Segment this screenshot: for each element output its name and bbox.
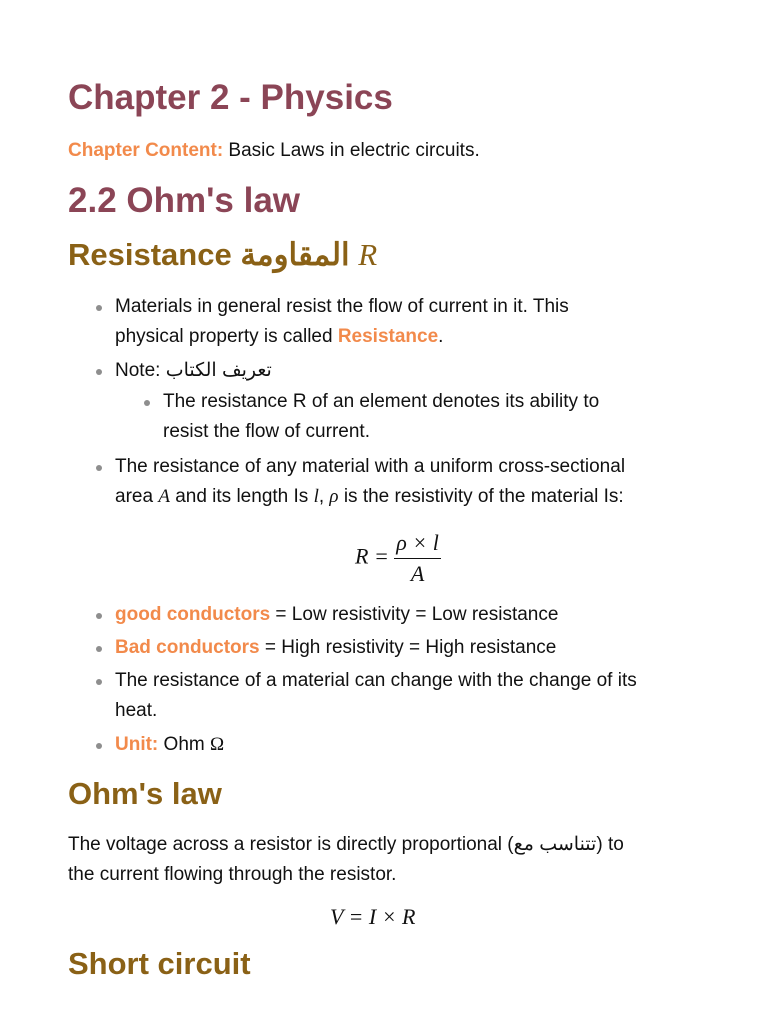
text-line: the current flowing through the resistor. bbox=[68, 864, 397, 885]
text-line: physical property is called Resistance. bbox=[115, 326, 444, 347]
good-conductors-label: good conductors bbox=[115, 604, 271, 625]
list-item-book-definition bbox=[163, 387, 599, 447]
symbol-length: l bbox=[313, 486, 319, 507]
list-item-resistance-definition bbox=[115, 292, 569, 352]
list-item-heat-change bbox=[115, 666, 637, 726]
resistance-heading-arabic: المقاومة bbox=[240, 237, 350, 272]
ohms-law-arabic: تتناسب مع bbox=[513, 834, 597, 855]
chapter-content-line bbox=[68, 140, 480, 162]
formula-numerator: ρ × l bbox=[394, 530, 441, 559]
resistance-heading bbox=[68, 237, 377, 273]
text-line: The resistance of a material can change with the change of its bbox=[115, 670, 637, 691]
chapter-content-label: Chapter Content: bbox=[68, 140, 224, 161]
list-item-unit: Unit: Ohm Ω bbox=[115, 734, 225, 755]
text-line: The resistance of any material with a uniform cross-sectional bbox=[115, 456, 626, 477]
bullet-dot bbox=[96, 613, 102, 619]
bullet-dot bbox=[96, 369, 102, 375]
ohms-law-paragraph bbox=[68, 830, 624, 890]
formula-denominator: A bbox=[410, 561, 425, 586]
symbol-rho: ρ bbox=[329, 486, 339, 507]
text-line: The resistance R of an element denotes its ability to bbox=[163, 391, 600, 412]
ohms-law-heading: Ohm's law bbox=[68, 776, 222, 811]
bullet-dot bbox=[96, 743, 102, 749]
resistance-heading-symbol: R bbox=[358, 237, 378, 272]
bullet-dot bbox=[96, 679, 102, 685]
note-label: Note: bbox=[115, 360, 166, 381]
text-line: The voltage across a resistor is directly proportional (تتناسب مع) to bbox=[68, 834, 624, 855]
list-item-resistivity bbox=[115, 452, 625, 512]
formula-lhs: R = bbox=[355, 543, 389, 569]
note-arabic: تعريف الكتاب bbox=[165, 360, 272, 381]
bad-conductors-label: Bad conductors bbox=[115, 637, 260, 658]
bullet-dot bbox=[96, 465, 102, 471]
resistance-highlight: Resistance bbox=[337, 326, 439, 347]
list-item-good-conductors: good conductors = Low resistivity = Low resistance bbox=[115, 604, 559, 625]
ohm-symbol: Ω bbox=[210, 734, 225, 755]
text-line: area A and its length Is l, ρ is the resistivity of the material Is: bbox=[115, 486, 624, 507]
short-circuit-heading: Short circuit bbox=[68, 946, 251, 981]
sub-bullet-dot bbox=[144, 400, 150, 406]
resistance-heading-text: Resistance bbox=[68, 237, 232, 272]
bullet-dot bbox=[96, 305, 102, 311]
list-item-bad-conductors: Bad conductors = High resistivity = High resistance bbox=[115, 637, 557, 658]
page-title: Chapter 2 - Physics bbox=[68, 78, 393, 117]
section-heading: 2.2 Ohm's law bbox=[68, 181, 301, 220]
ohms-law-formula: V = I × R bbox=[330, 904, 416, 929]
bullet-dot bbox=[96, 646, 102, 652]
text-line: heat. bbox=[115, 700, 158, 721]
chapter-content-text: Basic Laws in electric circuits. bbox=[223, 140, 480, 161]
unit-label: Unit: bbox=[115, 734, 159, 755]
formula-fraction bbox=[394, 530, 441, 587]
text-line: resist the flow of current. bbox=[163, 421, 370, 442]
list-item-note bbox=[115, 356, 272, 386]
symbol-area: A bbox=[158, 486, 170, 507]
resistance-formula bbox=[355, 530, 441, 587]
text-line: Materials in general resist the flow of current in it. This bbox=[115, 296, 569, 317]
